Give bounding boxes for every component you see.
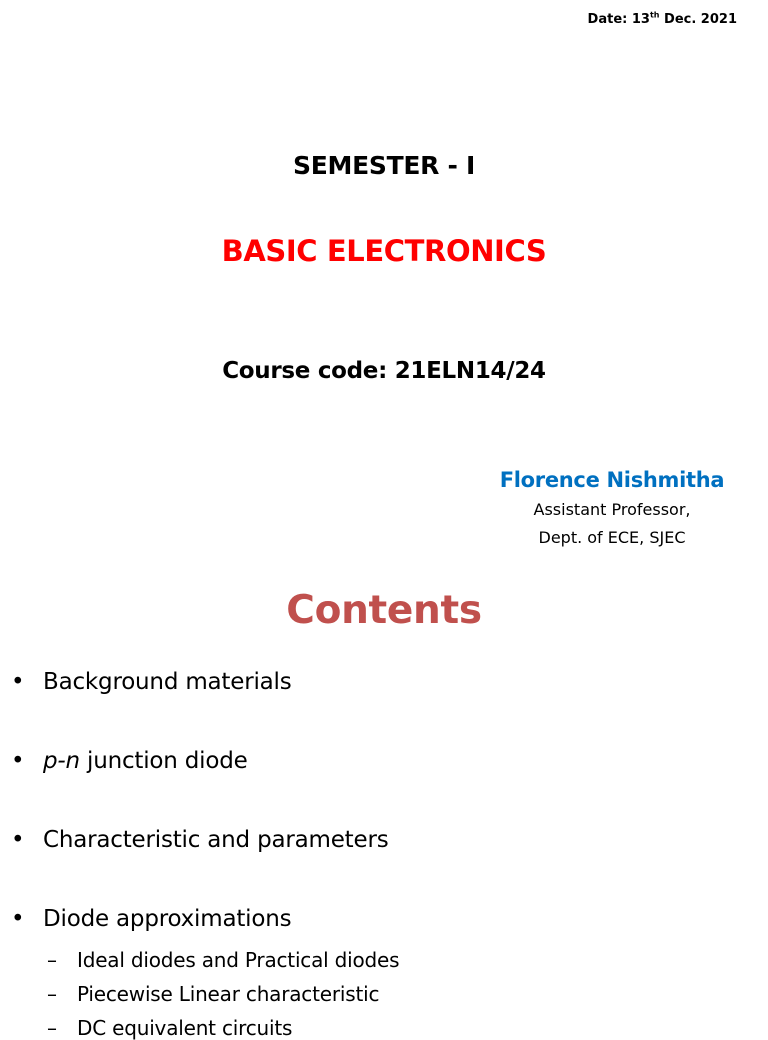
date-superscript: th — [649, 10, 660, 20]
author-name: Florence Nishmitha — [499, 468, 725, 492]
dash-marker: – — [47, 982, 57, 1006]
dash-marker: – — [47, 948, 57, 972]
course-code: Course code: 21ELN14/24 — [222, 358, 546, 384]
date-label — [588, 12, 737, 27]
list-item-label-italic: p-n — [43, 748, 80, 774]
bullet-marker: • — [11, 748, 25, 774]
sub-list-item-label: Ideal diodes and Practical diodes — [77, 948, 400, 972]
contents-heading: Contents — [286, 588, 482, 633]
contents-slide — [0, 578, 768, 1040]
bullet-marker: • — [11, 669, 25, 695]
sub-list-item-label: Piecewise Linear characteristic — [77, 982, 380, 1006]
list-item-label: Characteristic and parameters — [43, 827, 389, 853]
list-item-label-rest: junction diode — [79, 748, 248, 774]
list-item-label — [43, 748, 248, 774]
sub-list-item-label: DC equivalent circuits — [77, 1016, 293, 1040]
list-item-label: Background materials — [43, 669, 292, 695]
author-department: Dept. of ECE, SJEC — [538, 528, 686, 547]
date-suffix: Dec. 2021 — [659, 12, 737, 27]
semester-heading: SEMESTER - I — [293, 151, 475, 180]
dash-marker: – — [47, 1016, 57, 1040]
author-title: Assistant Professor, — [533, 500, 691, 519]
date-prefix: Date: 13 — [587, 12, 650, 27]
course-title: BASIC ELECTRONICS — [221, 234, 547, 268]
bullet-marker: • — [11, 906, 25, 932]
list-item-label: Diode approximations — [43, 906, 292, 932]
bullet-marker: • — [11, 827, 25, 853]
author-block — [498, 464, 726, 552]
